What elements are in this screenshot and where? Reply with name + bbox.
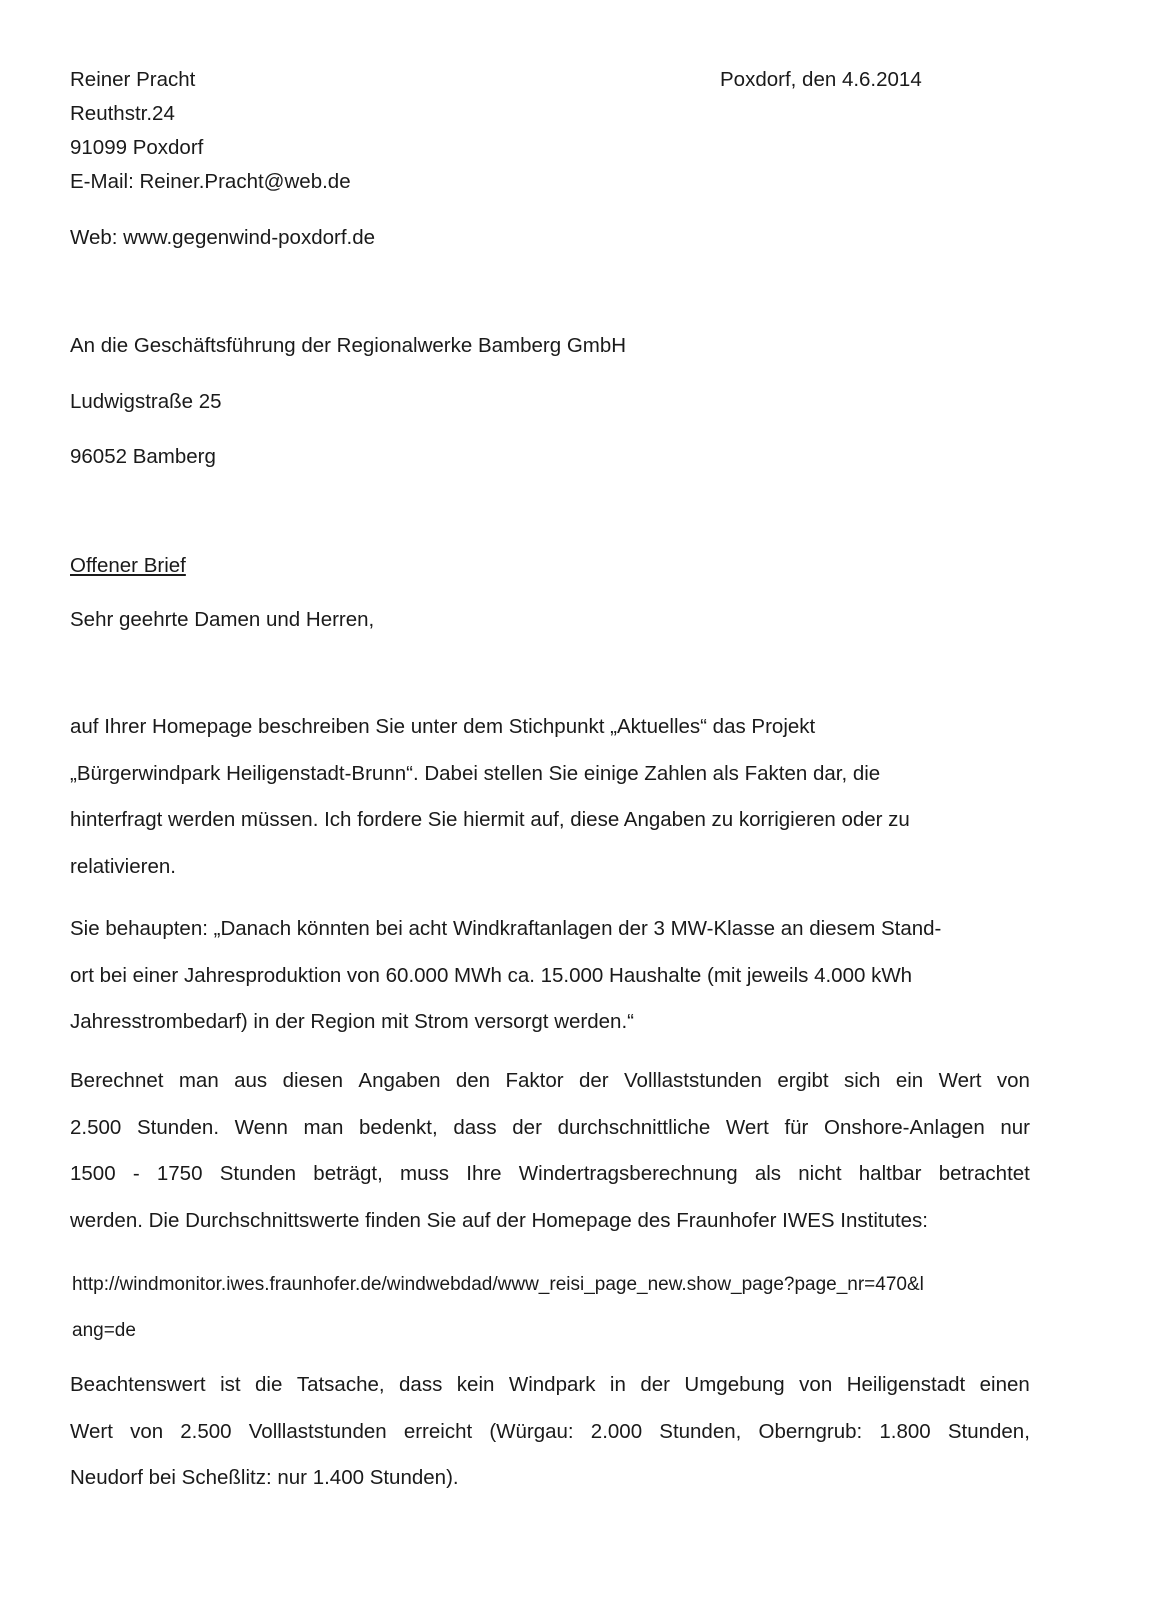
text-line: hinterfragt werden müssen. Ich fordere Sie hiermit auf, diese Angaben zu korrigieren oder zu <box>70 808 910 831</box>
text-line: werden. Die Durchschnittswerte finden Sie auf der Homepage des Fraunhofer IWES Institutes: <box>70 1208 929 1232</box>
recipient-line: Ludwigstraße 25 <box>70 390 222 413</box>
sender-street: Reuthstr.24 <box>70 102 175 125</box>
text-line: Berechnet man aus diesen Angaben den Faktor der Volllaststunden ergibt sich ein Wert von <box>70 1069 1030 1092</box>
salutation: Sehr geehrte Damen und Herren, <box>70 608 375 631</box>
paragraph <box>70 1362 1030 1502</box>
text-line: Jahresstrombedarf) in der Region mit Strom versorgt werden.“ <box>70 1010 634 1033</box>
url-line: ang=de <box>72 1320 136 1341</box>
sender-name: Reiner Pracht <box>70 68 196 91</box>
recipient-line: An die Geschäftsführung der Regionalwerke Bamberg GmbH <box>70 334 627 357</box>
sender-web: Web: www.gegenwind-poxdorf.de <box>70 226 376 249</box>
paragraph <box>70 906 1030 1046</box>
url-line: http://windmonitor.iwes.fraunhofer.de/windwebdad/www_reisi_page_new.show_page?page_nr=470&l <box>72 1274 924 1295</box>
text-line: Beachtenswert ist die Tatsache, dass kein Windpark in der Umgebung von Heiligenstadt einen <box>70 1373 1030 1396</box>
letter-date: Poxdorf, den 4.6.2014 <box>720 68 922 91</box>
text-line: Sie behaupten: „Danach könnten bei acht Windkraftanlagen der 3 MW-Klasse an diesem Stand- <box>70 917 942 940</box>
text-line: Wert von 2.500 Volllaststunden erreicht (Würgau: 2.000 Stunden, Oberngrub: 1.800 Stunden, <box>70 1419 1030 1443</box>
subject-line: Offener Brief <box>70 554 186 577</box>
paragraph <box>70 1058 1030 1244</box>
reference-url <box>72 1262 924 1354</box>
sender-email: E-Mail: Reiner.Pracht@web.de <box>70 170 351 193</box>
text-line: „Bürgerwindpark Heiligenstadt-Brunn“. Dabei stellen Sie einige Zahlen als Fakten dar, die <box>70 761 881 785</box>
text-line: Neudorf bei Scheßlitz: nur 1.400 Stunden). <box>70 1466 459 1489</box>
text-line: 1500 - 1750 Stunden beträgt, muss Ihre Windertragsberechnung als nicht haltbar betrachtet <box>70 1162 1030 1185</box>
text-line: 2.500 Stunden. Wenn man bedenkt, dass der durchschnittliche Wert für Onshore-Anlagen nur <box>70 1115 1030 1139</box>
text-line: auf Ihrer Homepage beschreiben Sie unter dem Stichpunkt „Aktuelles“ das Projekt <box>70 715 816 738</box>
sender-city: 91099 Poxdorf <box>70 136 204 159</box>
text-line: ort bei einer Jahresproduktion von 60.000 MWh ca. 15.000 Haushalte (mit jeweils 4.000 kWh <box>70 963 913 987</box>
paragraph <box>70 704 1030 890</box>
text-line: relativieren. <box>70 854 176 878</box>
recipient-line: 96052 Bamberg <box>70 445 216 468</box>
sender-address <box>70 67 351 203</box>
